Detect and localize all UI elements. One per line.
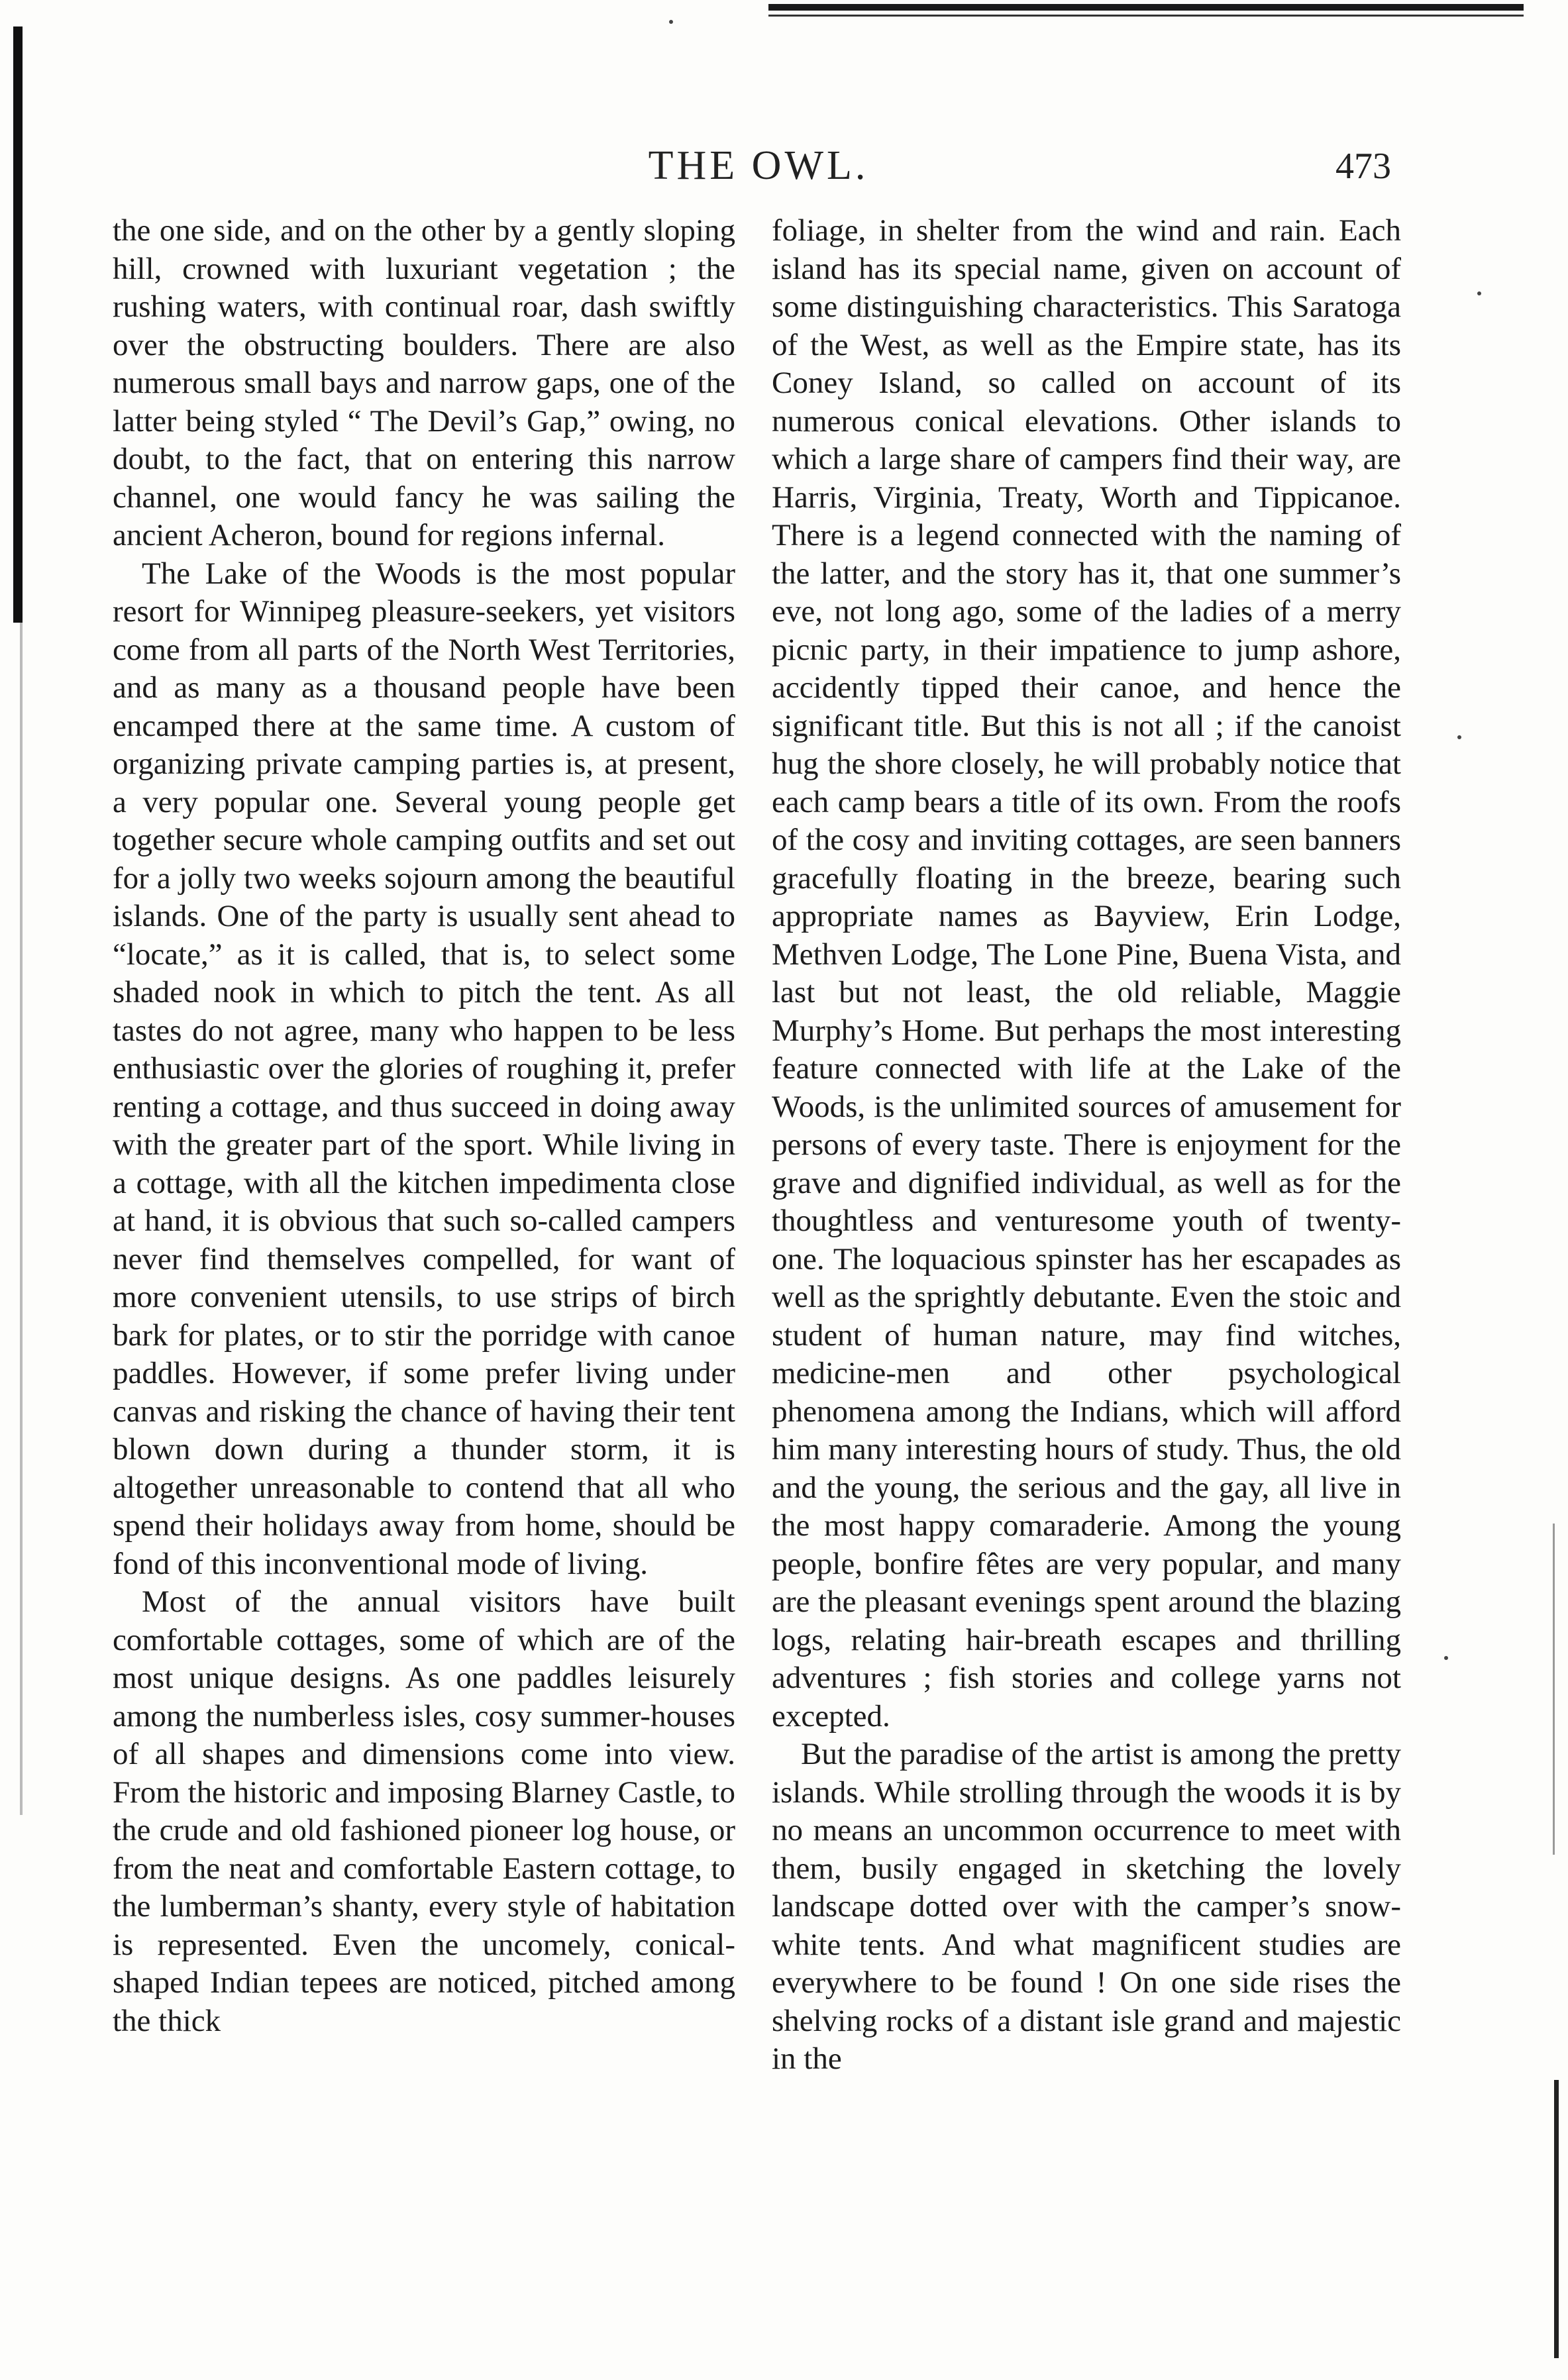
- paragraph: the one side, and on the other by a gently sloping hill, crowned with luxuriant vegetation ; the rushing waters, with continual roar, dash swiftly over the obstructing boulders. There are also numerous small bays and narrow gaps, one of the latter being styled “ The Devil’s Gap,” owing, no doubt, to the fact, that on entering this narrow channel, one would fancy he was sailing the ancient Acheron, bound for regions infernal.: [113, 213, 735, 552]
- page-number: 473: [1335, 146, 1391, 187]
- scan-edge-right: [1554, 2080, 1559, 2358]
- top-rule-thin: [768, 15, 1524, 17]
- paragraph: Most of the annual visitors have built comfortable cottages, some of which are of the most unique designs. As one paddles leisurely among the numberless isles, cosy summer-houses of all shapes and dimensions come into view. From the historic and imposing Blarney Castle, to the crude and old fashioned pioneer log house, or from the neat and comfortable Eastern cottage, to the lumberman’s shanty, every style of habitation is represented. Even the uncomely, conical-shaped Indian tepees are noticed, pitched among the thick: [113, 1584, 735, 2038]
- right-column: [772, 212, 1401, 2079]
- scan-speck: [669, 20, 673, 24]
- scan-edge-right-faint: [1553, 1524, 1555, 1855]
- scan-edge-left-faint: [20, 623, 23, 1815]
- scan-speck: [1457, 735, 1461, 739]
- paragraph: But the paradise of the artist is among the pretty islands. While strolling through the woods it is by no means an uncommon occurrence to meet with them, busily engaged in sketching the lovely landscape dotted over with the camper’s snow-white tents. And what magnificent studies are everywhere to be found ! On one side rises the shelving rocks of a distant isle grand and majestic in the: [772, 1737, 1401, 2076]
- left-column: [113, 212, 735, 2040]
- top-rule: [768, 4, 1524, 11]
- scan-edge-left: [13, 26, 23, 623]
- scan-speck: [1477, 291, 1481, 295]
- running-title: THE OWL.: [648, 143, 869, 188]
- paragraph: The Lake of the Woods is the most popular resort for Winnipeg pleasure-seekers, yet visitors come from all parts of the North West Territories, and as many as a thousand people have been encamped there at the same time. A custom of organizing private camping parties is, at present, a very popular one. Several young people get together secure whole camping outfits and set out for a jolly two weeks sojourn among the beautiful islands. One of the party is usually sent ahead to “locate,” as it is called, that is, to select some shaded nook in which to pitch the tent. As all tastes do not agree, many who happen to be less enthusiastic over the glories of roughing it, prefer renting a cottage, and thus succeed in doing away with the greater part of the sport. While living in a cottage, with all the kitchen impedimenta close at hand, it is obvious that such so-called campers never find themselves compelled, for want of more convenient utensils, to use strips of birch bark for plates, or to stir the porridge with canoe paddles. However, if some prefer living under canvas and risking the chance of having their tent blown down during a thunder storm, it is altogether unreasonable to contend that all who spend their holidays away from home, should be fond of this inconventional mode of living.: [113, 556, 735, 1581]
- scan-speck: [1444, 1656, 1448, 1660]
- page-header: [113, 142, 1404, 195]
- paragraph: foliage, in shelter from the wind and rain. Each island has its special name, given on account of some distinguishing characteristics. This Saratoga of the West, as well as the Empire state, has its Coney Island, so called on account of its numerous conical elevations. Other islands to which a large share of campers find their way, are Harris, Virginia, Treaty, Worth and Tippicanoe. There is a legend connected with the naming of the latter, and the story has it, that one summer’s eve, not long ago, some of the ladies of a merry picnic party, in their impatience to jump ashore, accidently tipped their canoe, and hence the significant title. But this is not all ; if the canoist hug the shore closely, he will probably notice that each camp bears a title of its own. From the roofs of the cosy and inviting cottages, are seen banners gracefully floating in the breeze, bearing such appropriate names as Bayview, Erin Lodge, Methven Lodge, The Lone Pine, Buena Vista, and last but not least, the old reliable, Maggie Murphy’s Home. But perhaps the most interesting feature connected with life at the Lake of the Woods, is the unlimited sources of amusement for persons of every taste. There is enjoyment for the grave and dignified individual, as well as for the thoughtless and venturesome youth of twenty-one. The loquacious spinster has her escapades as well as the sprightly debutante. Even the stoic and student of human nature, may find witches, medicine-men and other psychological phenomena among the Indians, which will afford him many interesting hours of study. Thus, the old and the young, the serious and the gay, all live in the most happy comaraderie. Among the young people, bonfire fêtes are very popular, and many are the pleasant evenings spent around the blazing logs, relating hair-breath escapes and thrilling adventures ; fish stories and college yarns not excepted.: [772, 213, 1401, 1733]
